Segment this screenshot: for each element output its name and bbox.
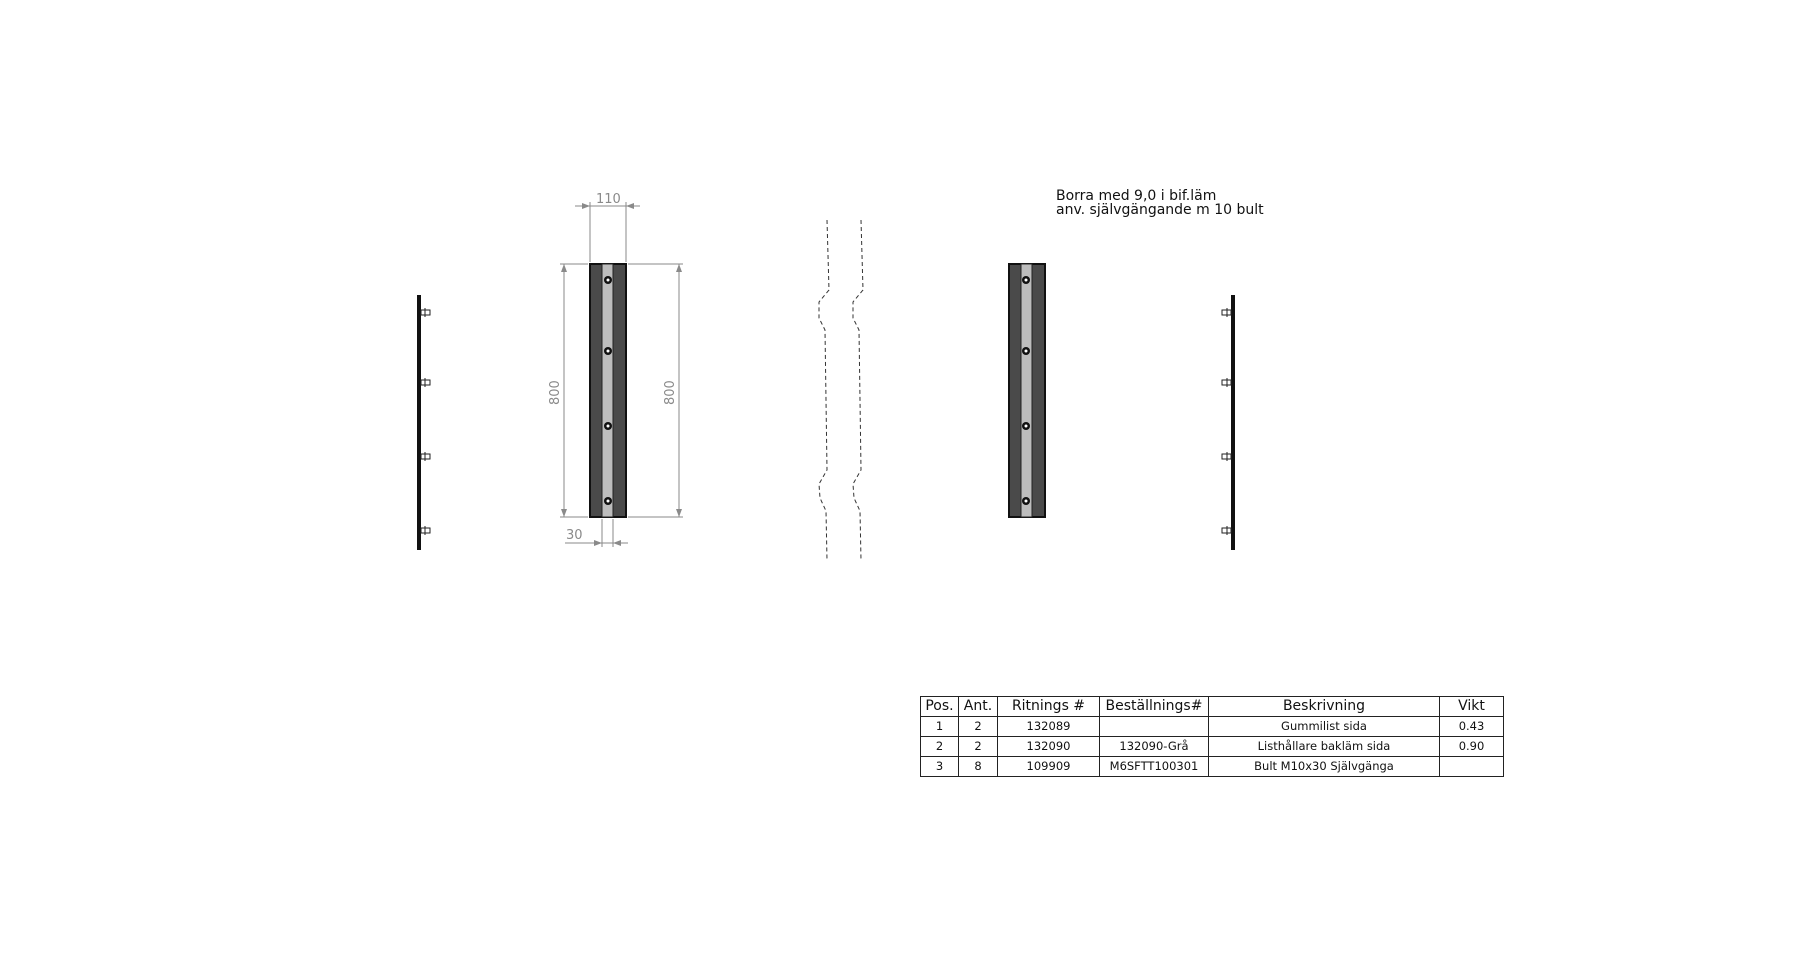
bom-header-weight: Vikt: [1440, 697, 1504, 717]
bom-cell-pos: 3: [921, 757, 959, 777]
bom-header-row: [921, 697, 1504, 717]
dimension-length-right: [628, 264, 683, 517]
front-view-dimensioned: [548, 192, 683, 547]
bom-cell-weight: 0.43: [1440, 717, 1504, 737]
dimension-length-left: [548, 264, 588, 517]
bom-cell-pos: 2: [921, 737, 959, 757]
side-view-right: [1222, 295, 1235, 550]
bolt-right-2: [1222, 378, 1231, 387]
front-view-plain: [1009, 264, 1045, 517]
note-line-2: anv. självgängande m 10 bult: [1056, 202, 1264, 218]
bolt-head-6: [1022, 347, 1030, 355]
bom-cell-qty: 8: [959, 757, 998, 777]
bolt-right-4: [1222, 526, 1231, 535]
bom-cell-order-number: [1100, 717, 1209, 737]
bom-cell-qty: 2: [959, 737, 998, 757]
bolt-right-3: [1222, 452, 1231, 461]
dimension-width-top: [575, 192, 640, 262]
dim-label-800-right: 800: [663, 380, 678, 405]
bom-header-qty: Ant.: [959, 697, 998, 717]
bom-cell-pos: 1: [921, 717, 959, 737]
bom-cell-drawing-number: 132089: [998, 717, 1100, 737]
bom-cell-qty: 2: [959, 717, 998, 737]
dim-label-30: 30: [566, 528, 583, 543]
bom-header-description: Beskrivning: [1209, 697, 1440, 717]
table-row: [921, 717, 1504, 737]
dim-label-110: 110: [596, 192, 621, 207]
side-bar-right: [1231, 295, 1235, 550]
dimension-width-bottom: [565, 519, 628, 547]
bom-cell-weight: 0.90: [1440, 737, 1504, 757]
bom-header-pos: Pos.: [921, 697, 959, 717]
bolt-left-1: [421, 308, 430, 317]
table-row: [921, 737, 1504, 757]
bolt-left-3: [421, 452, 430, 461]
break-lines: [819, 220, 863, 560]
bolt-head-3: [604, 422, 612, 430]
bolt-head-2: [604, 347, 612, 355]
bom-cell-drawing-number: 132090: [998, 737, 1100, 757]
bom-header-order-number: Beställnings#: [1100, 697, 1209, 717]
bom-cell-description: Listhållare bakläm sida: [1209, 737, 1440, 757]
bill-of-materials-table: [920, 696, 1504, 777]
bom-cell-drawing-number: 109909: [998, 757, 1100, 777]
bolt-head-5: [1022, 276, 1030, 284]
bolt-head-4: [604, 497, 612, 505]
bolt-head-1: [604, 276, 612, 284]
bom-cell-weight: [1440, 757, 1504, 777]
bolt-left-2: [421, 378, 430, 387]
bom-header-drawing-number: Ritnings #: [998, 697, 1100, 717]
bolt-head-7: [1022, 422, 1030, 430]
bom-cell-order-number: M6SFTT100301: [1100, 757, 1209, 777]
dim-label-800-left: 800: [548, 380, 563, 405]
side-bar-left: [417, 295, 421, 550]
bom-cell-description: Bult M10x30 Självgänga: [1209, 757, 1440, 777]
bolt-right-1: [1222, 308, 1231, 317]
holder-strip-2: [1021, 264, 1032, 517]
table-row: [921, 757, 1504, 777]
break-line-right: [853, 220, 863, 560]
bom-cell-description: Gummilist sida: [1209, 717, 1440, 737]
note-line-1: Borra med 9,0 i bif.läm: [1056, 188, 1217, 204]
bom-cell-order-number: 132090-Grå: [1100, 737, 1209, 757]
break-line-left: [819, 220, 829, 560]
holder-strip: [602, 264, 613, 517]
side-view-left: [417, 295, 430, 550]
bolt-left-4: [421, 526, 430, 535]
bolt-head-8: [1022, 497, 1030, 505]
